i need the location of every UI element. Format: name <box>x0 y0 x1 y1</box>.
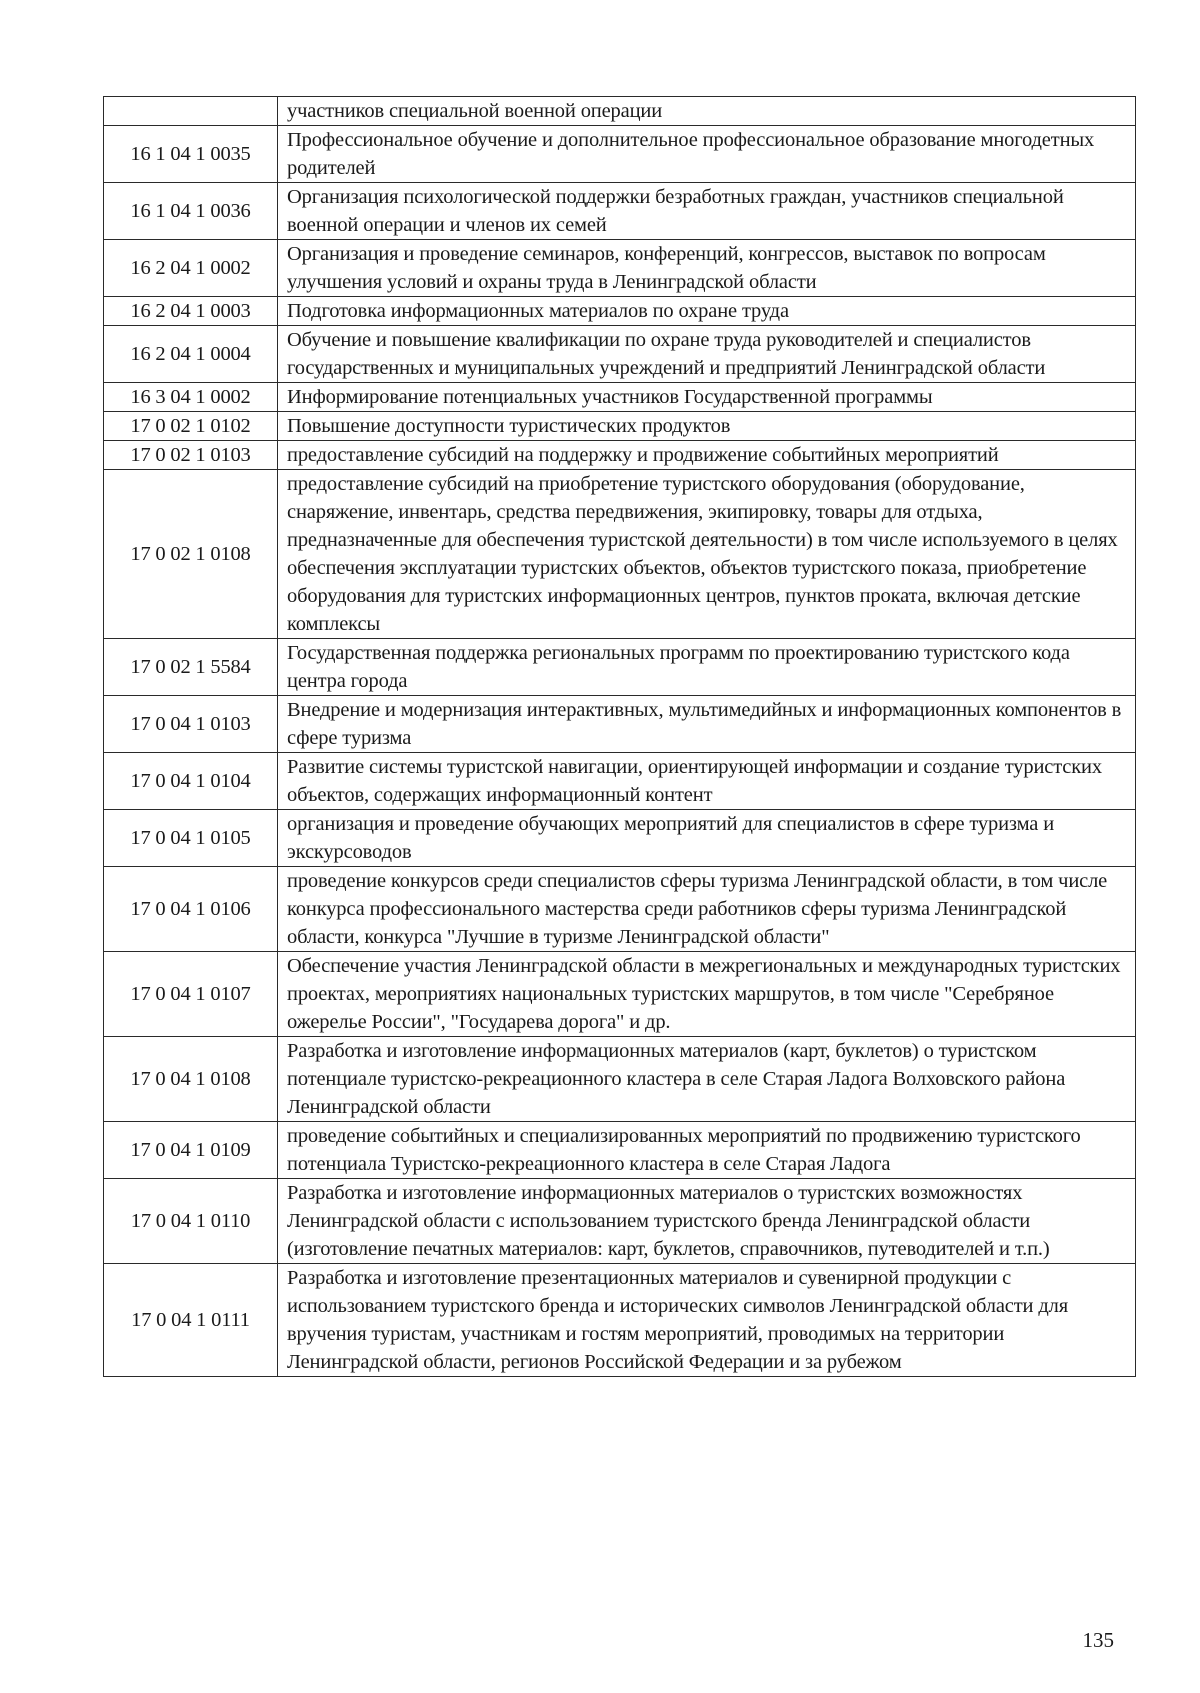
row-code-cell <box>104 97 278 126</box>
table-row <box>104 412 1136 441</box>
row-name-cell: Разработка и изготовление информационных материалов о туристских возможностях Ленинградской области с использованием туристского бренда Ленинградской области (изготовление печатных материалов: карт, буклетов, справочников, путеводителей и т.п.) <box>278 1179 1136 1264</box>
row-name-cell: Развитие системы туристской навигации, ориентирующей информации и создание туристских объектов, содержащих информационный контент <box>278 753 1136 810</box>
row-name-cell: Профессиональное обучение и дополнительное профессиональное образование многодетных родителей <box>278 126 1136 183</box>
row-code-cell: 17 0 04 1 0107 <box>104 952 278 1037</box>
row-name-cell: предоставление субсидий на приобретение туристского оборудования (оборудование, снаряжение, инвентарь, средства передвижения, экипировку, товары для отдыха, предназначенные для обеспечения туристской деятельности) в том числе используемого в целях обеспечения эксплуатации туристских объектов, объектов туристского показа, приобретение оборудования для туристских информационных центров, пунктов проката, включая детские комплексы <box>278 470 1136 639</box>
row-code-cell: 17 0 02 1 5584 <box>104 639 278 696</box>
budget-classification-table <box>103 96 1136 1377</box>
row-code-cell: 16 1 04 1 0035 <box>104 126 278 183</box>
row-code-cell: 16 1 04 1 0036 <box>104 183 278 240</box>
row-name-cell: проведение конкурсов среди специалистов сферы туризма Ленинградской области, в том числе конкурса профессионального мастерства среди работников сферы туризма Ленинградской области, конкурса "Лучшие в туризме Ленинградской области" <box>278 867 1136 952</box>
table-row <box>104 326 1136 383</box>
table-row <box>104 97 1136 126</box>
row-code-cell: 16 2 04 1 0004 <box>104 326 278 383</box>
row-code-cell: 17 0 02 1 0103 <box>104 441 278 470</box>
row-code-cell: 17 0 04 1 0106 <box>104 867 278 952</box>
row-code-cell: 16 2 04 1 0003 <box>104 297 278 326</box>
row-name-cell: Организация и проведение семинаров, конференций, конгрессов, выставок по вопросам улучшения условий и охраны труда в Ленинградской области <box>278 240 1136 297</box>
row-name-cell: Обучение и повышение квалификации по охране труда руководителей и специалистов государственных и муниципальных учреждений и предприятий Ленинградской области <box>278 326 1136 383</box>
table-row <box>104 952 1136 1037</box>
row-code-cell: 16 3 04 1 0002 <box>104 383 278 412</box>
row-name-cell: Государственная поддержка региональных программ по проектированию туристского кода центра города <box>278 639 1136 696</box>
row-name-cell: Подготовка информационных материалов по охране труда <box>278 297 1136 326</box>
row-code-cell: 17 0 04 1 0103 <box>104 696 278 753</box>
row-code-cell: 17 0 04 1 0105 <box>104 810 278 867</box>
table-row <box>104 297 1136 326</box>
table-row <box>104 639 1136 696</box>
table-row <box>104 126 1136 183</box>
table-row <box>104 810 1136 867</box>
row-code-cell: 17 0 02 1 0102 <box>104 412 278 441</box>
row-name-cell: проведение событийных и специализированных мероприятий по продвижению туристского потенциала Туристско-рекреационного кластера в селе Старая Ладога <box>278 1122 1136 1179</box>
row-code-cell: 17 0 02 1 0108 <box>104 470 278 639</box>
row-name-cell: Информирование потенциальных участников Государственной программы <box>278 383 1136 412</box>
row-code-cell: 17 0 04 1 0110 <box>104 1179 278 1264</box>
row-name-cell: участников специальной военной операции <box>278 97 1136 126</box>
row-name-cell: Повышение доступности туристических продуктов <box>278 412 1136 441</box>
table-row <box>104 470 1136 639</box>
table-row <box>104 1264 1136 1377</box>
row-code-cell: 17 0 04 1 0104 <box>104 753 278 810</box>
table-row <box>104 696 1136 753</box>
row-name-cell: предоставление субсидий на поддержку и продвижение событийных мероприятий <box>278 441 1136 470</box>
table-row <box>104 1037 1136 1122</box>
row-code-cell: 17 0 04 1 0111 <box>104 1264 278 1377</box>
row-name-cell: организация и проведение обучающих мероприятий для специалистов в сфере туризма и экскурсоводов <box>278 810 1136 867</box>
page-number: 135 <box>1082 1628 1114 1652</box>
row-name-cell: Разработка и изготовление презентационных материалов и сувенирной продукции с использованием туристского бренда и исторических символов Ленинградской области для вручения туристам, участникам и гостям мероприятий, проводимых на территории Ленинградской области, регионов Российской Федерации и за рубежом <box>278 1264 1136 1377</box>
row-code-cell: 16 2 04 1 0002 <box>104 240 278 297</box>
table-row <box>104 1179 1136 1264</box>
table-row <box>104 753 1136 810</box>
table-row <box>104 383 1136 412</box>
row-name-cell: Обеспечение участия Ленинградской области в межрегиональных и международных туристских проектах, мероприятиях национальных туристских маршрутов, в том числе "Серебряное ожерелье России", "Государева дорога" и др. <box>278 952 1136 1037</box>
row-name-cell: Организация психологической поддержки безработных граждан, участников специальной военной операции и членов их семей <box>278 183 1136 240</box>
table-row <box>104 183 1136 240</box>
row-name-cell: Разработка и изготовление информационных материалов (карт, буклетов) о туристском потенциале туристско-рекреационного кластера в селе Старая Ладога Волховского района Ленинградской области <box>278 1037 1136 1122</box>
table-row <box>104 240 1136 297</box>
row-code-cell: 17 0 04 1 0108 <box>104 1037 278 1122</box>
row-code-cell: 17 0 04 1 0109 <box>104 1122 278 1179</box>
table-row <box>104 867 1136 952</box>
row-name-cell: Внедрение и модернизация интерактивных, мультимедийных и информационных компонентов в сфере туризма <box>278 696 1136 753</box>
table-row <box>104 441 1136 470</box>
table-body <box>104 97 1136 1377</box>
table-row <box>104 1122 1136 1179</box>
